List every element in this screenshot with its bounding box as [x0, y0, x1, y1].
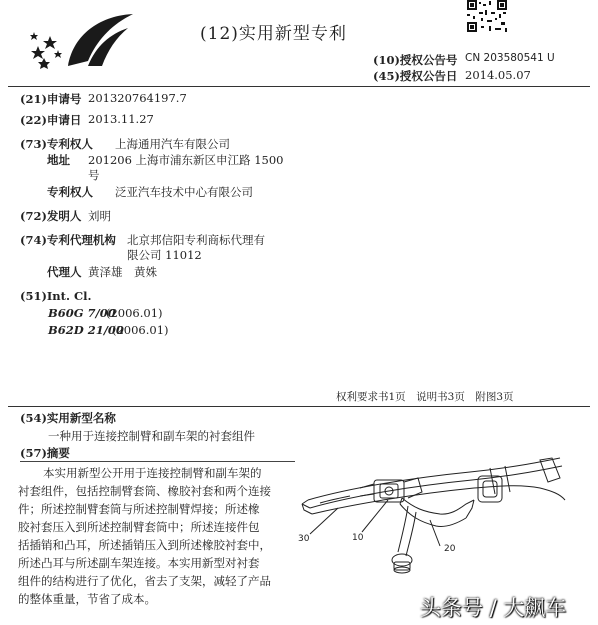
app-date: 2013.11.27 [88, 112, 154, 126]
model-name: 一种用于连接控制臂和副车架的衬套组件 [48, 429, 255, 443]
agency-line1: 北京邦信阳专利商标代理有 [127, 233, 265, 247]
abstract-line-5: 括插销和凸耳，所述插销压入到所述橡胶衬套中， [18, 538, 271, 552]
intcl-ver-1: (2006.01) [106, 306, 163, 320]
pub-date-label: (45)授权公告日 [373, 69, 458, 83]
inventor: 刘明 [88, 209, 111, 223]
intcl-code-1: B60G 7/00 [48, 306, 116, 320]
app-no-label: (21)申请号 [20, 92, 82, 106]
watermark: 头条号 / 大飙车 [420, 596, 567, 620]
inventor-label: (72)发明人 [20, 209, 82, 223]
intcl-code-2: B62D 21/00 [48, 323, 124, 337]
pub-date: 2014.05.07 [465, 68, 531, 82]
abstract-rule [20, 461, 295, 462]
agency-line2: 限公司 11012 [127, 248, 202, 262]
abstract-line-1: 本实用新型公开用于连接控制臂和副车架的 [43, 466, 262, 480]
qr-code [465, 0, 509, 34]
header-divider [8, 86, 590, 87]
abstract-line-6: 所述凸耳与所述副车架连接。本实用新型对衬套 [18, 556, 260, 570]
patentee-label: (73)专利权人 [20, 137, 93, 151]
app-date-label: (22)申请日 [20, 113, 82, 127]
app-no: 201320764197.7 [88, 91, 187, 105]
address-line1: 201206 上海市浦东新区申江路 1500 [88, 153, 284, 167]
pub-no: CN 203580541 U [465, 52, 555, 64]
abstract-line-7: 组件的结构进行了优化，省去了支架，减轻了产品 [18, 574, 271, 588]
bushing-assembly-drawing [290, 448, 590, 578]
abstract-label: (57)摘要 [20, 446, 70, 460]
page-counts: 权利要求书1页 说明书3页 附图3页 [336, 391, 514, 403]
agency-label: (74)专利代理机构 [20, 233, 116, 247]
abstract-line-2: 衬套组件，包括控制臂套筒、橡胶衬套和两个连接 [18, 484, 271, 498]
intcl-ver-2: (2006.01) [112, 323, 169, 337]
abstract-line-4: 胶衬套压入到所述控制臂套筒中；所述连接件包 [18, 520, 260, 534]
agent-label: 代理人 [47, 265, 82, 279]
doc-type-title: (12)实用新型专利 [200, 24, 347, 44]
figure-label-30: 30 [298, 534, 310, 544]
cnipa-logo [28, 6, 148, 76]
abstract-line-3: 件；所述控制臂套筒与所述控制臂焊接；所述橡 [18, 502, 260, 516]
intcl-label: (51)Int. Cl. [20, 289, 92, 303]
patentee2-label: 专利权人 [47, 185, 93, 199]
address-line2: 号 [88, 168, 100, 182]
model-name-label: (54)实用新型名称 [20, 411, 116, 425]
figure-label-10: 10 [352, 533, 364, 543]
patentee2: 泛亚汽车技术中心有限公司 [115, 185, 253, 199]
section-divider [8, 406, 590, 407]
patentee: 上海通用汽车有限公司 [115, 137, 230, 151]
address-label: 地址 [47, 153, 70, 167]
pub-no-label: (10)授权公告号 [373, 53, 458, 67]
figure-label-20: 20 [444, 544, 456, 554]
abstract-line-8: 的整体重量，节省了成本。 [18, 592, 156, 606]
agent: 黄泽雄 黄姝 [88, 265, 157, 279]
